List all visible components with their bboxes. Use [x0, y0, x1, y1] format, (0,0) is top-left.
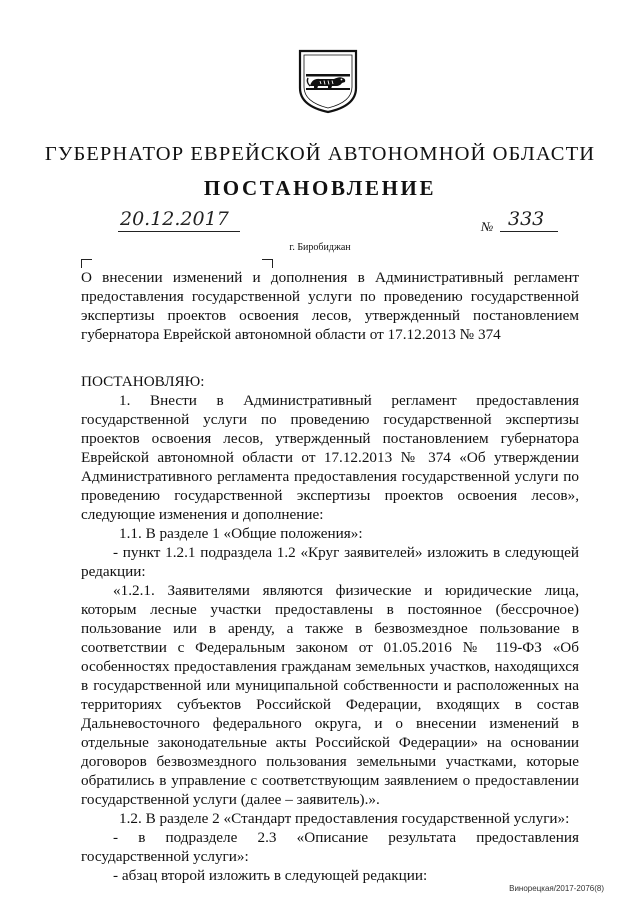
document-title: О внесении изменений и дополнения в Административный регламент предоставления государственной услуги по проведению государственной экспертизы проектов освоения лесов, утвержденный постановлением губернатора Еврейской автономной области от 17.12.2013 № 374	[81, 269, 579, 343]
number-label: №	[481, 219, 494, 234]
document-number: 333	[508, 208, 545, 230]
paragraph-subsection-2-3: - в подразделе 2.3 «Описание результата предоставления государственной услуги»:	[81, 829, 579, 865]
paragraph-second-abzac: - абзац второй изложить в следующей редакции:	[113, 867, 428, 884]
paragraph-1-2-1-text: «1.2.1. Заявителями являются физические и юридические лица, которым лесные участки предоставлены в постоянное (бессрочное) пользование или в аренду, а также в безвозмездное пользование в соответствии с Федеральным законом от 01.05.2016 № 119-ФЗ «Об особенностях предоставления гражданам земельных участков, находящихся в государственной или муниципальной собственности и расположенных на территориях субъектов Российской Федерации, входящих в состав Дальневосточного федерального округа, и о внесении изменений в отдельные законодательные акты Российской Федерации» на основании договоров безвозмездного пользования земельными участками, которые обратились в управление с соответствующим заявлением о предоставлении государственной услуги (далее – заявитель).».	[81, 582, 579, 808]
paragraph-1-1: 1.1. В разделе 1 «Общие положения»:	[119, 525, 363, 542]
paragraph-1-2: 1.2. В разделе 2 «Стандарт предоставления государственной услуги»:	[119, 810, 570, 827]
document-date: 20.12.2017	[120, 208, 229, 230]
date-underline	[118, 231, 240, 232]
document-code: Винорецкая/2017-2076(8)	[509, 884, 604, 893]
paragraph-circle-of-applicants: - пункт 1.2.1 подраздела 1.2 «Круг заявителей» изложить в следующей редакции:	[81, 544, 579, 580]
coat-of-arms-emblem	[296, 48, 360, 114]
document-type: ПОСТАНОВЛЕНИЕ	[203, 176, 437, 200]
decree-word: ПОСТАНОВЛЯЮ:	[81, 373, 205, 390]
title-corner-left	[81, 259, 92, 268]
title-corner-right	[262, 259, 273, 268]
paragraph-1: 1. Внести в Административный регламент предоставления государственной услуги по проведению государственной экспертизы проектов освоения лесов, утвержденный постановлением губернатора Еврейской автономной области от 17.12.2013 № 374 «Об утверждении Административного регламента предоставления государственной услуги по проведению государственной экспертизы проектов освоения лесов», следующие изменения и дополнение:	[81, 392, 579, 523]
issuing-authority: ГУБЕРНАТОР ЕВРЕЙСКОЙ АВТОНОМНОЙ ОБЛАСТИ	[44, 143, 596, 165]
document-body	[81, 372, 579, 885]
city: г. Биробиджан	[289, 242, 351, 253]
number-underline	[500, 231, 558, 232]
